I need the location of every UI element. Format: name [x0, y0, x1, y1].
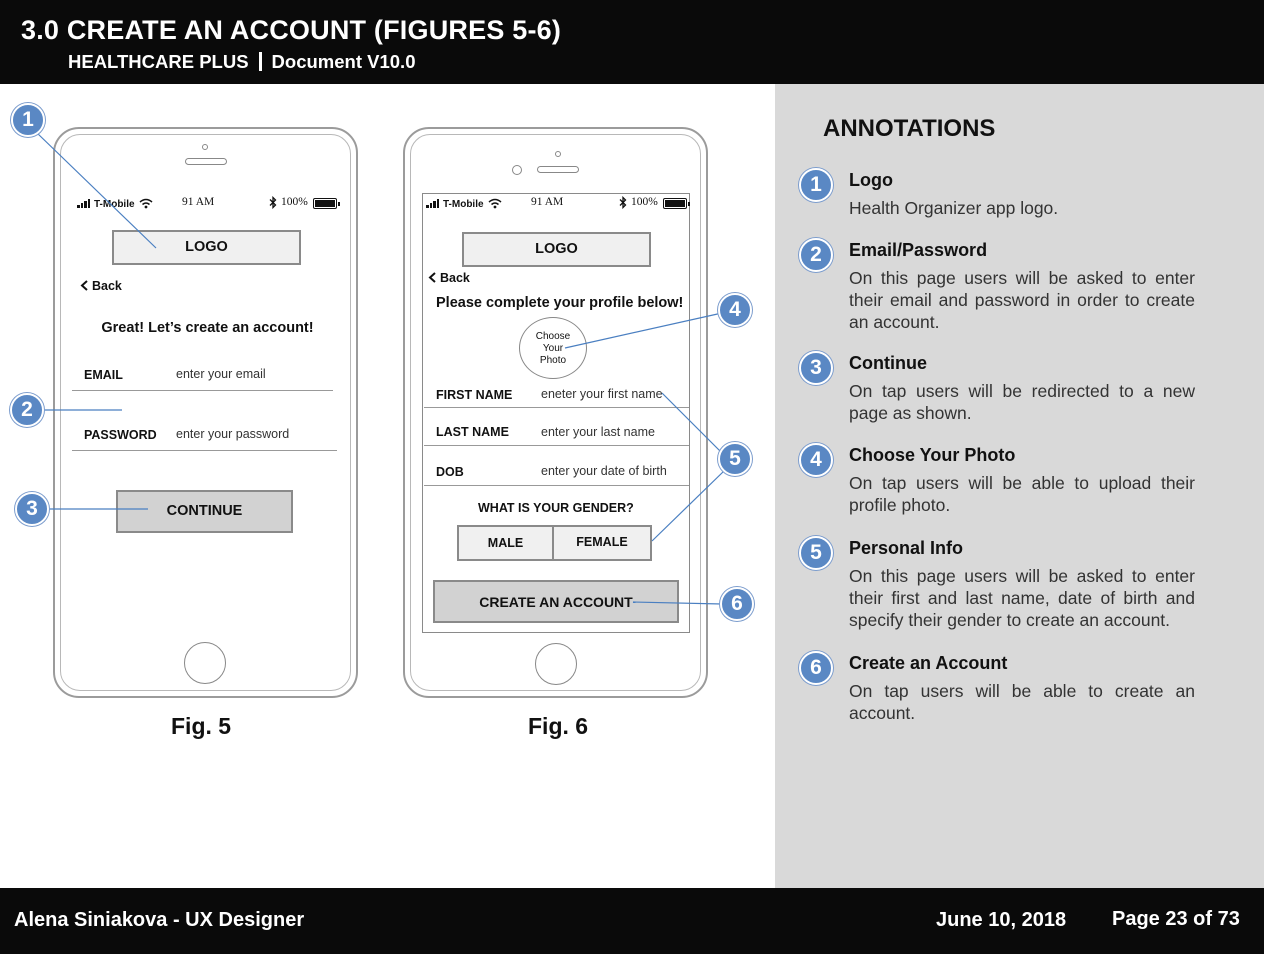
annotation-item — [810, 652, 1195, 724]
first-name-underline — [424, 407, 689, 408]
profile-heading: Please complete your profile below! — [436, 295, 684, 311]
phone-frame-fig5 — [53, 127, 358, 698]
annotation-number: 6 — [799, 651, 833, 685]
photo-label-line2: Your — [542, 343, 564, 354]
annotation-number: 2 — [799, 238, 833, 272]
footer-author: Alena Siniakova - UX Designer — [14, 909, 305, 931]
battery-icon — [663, 198, 687, 209]
email-label: EMAIL — [84, 368, 123, 382]
annotation-title: Email/Password — [849, 240, 988, 260]
status-time: 91 AM — [182, 196, 215, 208]
annotations-title: ANNOTATIONS — [823, 115, 996, 142]
wifi-icon — [139, 198, 153, 209]
gender-question: WHAT IS YOUR GENDER? — [478, 501, 634, 515]
dob-label: DOB — [436, 465, 464, 479]
marker-6: 6 — [720, 587, 754, 621]
chevron-left-icon — [428, 272, 437, 283]
annotation-item — [810, 169, 1195, 219]
battery-percent: 100% — [631, 196, 658, 208]
annotation-title: Choose Your Photo — [849, 445, 1016, 465]
marker-2: 2 — [10, 393, 44, 427]
photo-label-line3: Photo — [539, 355, 567, 366]
password-label: PASSWORD — [84, 428, 157, 442]
photo-label-line1: Choose — [535, 331, 571, 342]
page-title: 3.0 CREATE AN ACCOUNT (FIGURES 5-6) — [21, 15, 562, 45]
marker-3: 3 — [15, 492, 49, 526]
password-input[interactable]: enter your password — [176, 427, 290, 441]
wifi-icon — [488, 198, 502, 209]
logo-placeholder: LOGO — [112, 230, 301, 265]
annotation-item — [810, 537, 1195, 631]
carrier-name: T-Mobile — [443, 199, 484, 210]
marker-4: 4 — [718, 293, 752, 327]
annotation-title: Continue — [849, 353, 927, 373]
footer-page-number: Page 23 of 73 — [1112, 908, 1240, 930]
product-name: HEALTHCARE PLUS — [68, 51, 249, 72]
dob-input[interactable]: enter your date of birth — [541, 464, 667, 478]
back-link[interactable] — [428, 271, 470, 285]
dob-underline — [424, 485, 689, 486]
last-name-label: LAST NAME — [436, 425, 509, 439]
choose-photo-button[interactable] — [519, 317, 587, 379]
divider — [259, 52, 262, 71]
annotation-item — [810, 352, 1195, 424]
page-header — [0, 0, 1264, 84]
annotation-title: Personal Info — [849, 538, 964, 558]
female-button[interactable]: FEMALE — [552, 525, 652, 561]
page-footer — [0, 888, 1264, 954]
annotation-description: Health Organizer app logo. — [849, 198, 1059, 218]
camera-dot — [555, 151, 561, 157]
signal-icon — [426, 199, 440, 208]
annotation-number: 5 — [799, 536, 833, 570]
email-underline — [72, 390, 333, 391]
camera-dot — [202, 144, 208, 150]
marker-5: 5 — [718, 442, 752, 476]
back-label: Back — [440, 271, 470, 285]
last-name-underline — [424, 445, 689, 446]
signal-icon — [77, 199, 91, 208]
create-account-heading: Great! Let’s create an account! — [101, 320, 314, 336]
create-account-button[interactable]: CREATE AN ACCOUNT — [433, 580, 679, 623]
chevron-left-icon — [80, 280, 89, 291]
annotation-description: On tap users will be redirected to a new page as shown. — [849, 381, 1195, 423]
home-button[interactable] — [535, 643, 577, 685]
back-link[interactable] — [80, 279, 122, 293]
bluetooth-icon — [619, 196, 627, 209]
battery-percent: 100% — [281, 196, 308, 208]
continue-button[interactable]: CONTINUE — [116, 490, 293, 533]
annotation-description: On tap users will be able to create an account. — [849, 681, 1195, 723]
password-underline — [72, 450, 337, 451]
front-camera — [512, 165, 522, 175]
first-name-label: FIRST NAME — [436, 388, 513, 402]
annotation-description: On this page users will be asked to enter their first and last name, date of birth and specify their gender to create an account. — [849, 566, 1195, 630]
back-label: Back — [92, 279, 122, 293]
page-subtitle — [68, 51, 415, 73]
first-name-input[interactable]: eneter your first name — [541, 387, 663, 401]
speaker-grille — [185, 158, 227, 165]
logo-placeholder: LOGO — [462, 232, 651, 267]
annotation-description: On this page users will be asked to enter their email and password in order to create an account. — [849, 268, 1195, 332]
annotation-item — [810, 239, 1195, 333]
carrier-name: T-Mobile — [94, 199, 135, 210]
male-button[interactable]: MALE — [457, 525, 554, 561]
annotation-item — [810, 444, 1195, 516]
annotation-description: On tap users will be able to upload their profile photo. — [849, 473, 1195, 515]
annotation-number: 3 — [799, 351, 833, 385]
figure-caption-5: Fig. 5 — [171, 713, 232, 739]
footer-date: June 10, 2018 — [936, 909, 1067, 931]
last-name-input[interactable]: enter your last name — [541, 425, 655, 439]
annotations-panel — [775, 84, 1264, 888]
speaker-grille — [537, 166, 579, 173]
email-input[interactable]: enter your email — [176, 367, 266, 381]
marker-1: 1 — [11, 103, 45, 137]
annotation-title: Create an Account — [849, 653, 1008, 673]
annotation-title: Logo — [849, 170, 893, 190]
figure-caption-6: Fig. 6 — [528, 713, 589, 739]
status-time: 91 AM — [531, 196, 564, 208]
bluetooth-icon — [269, 196, 277, 209]
annotation-number: 1 — [799, 168, 833, 202]
annotation-number: 4 — [799, 443, 833, 477]
battery-icon — [313, 198, 337, 209]
document-version: Document V10.0 — [271, 51, 416, 72]
home-button[interactable] — [184, 642, 226, 684]
